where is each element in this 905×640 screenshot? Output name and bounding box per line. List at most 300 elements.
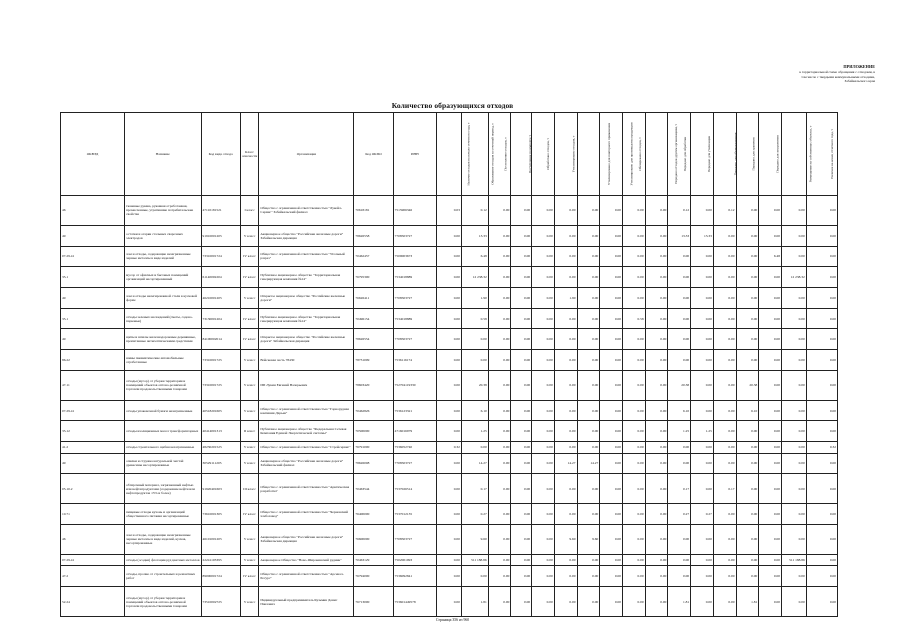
table-cell-value: 0.00 xyxy=(806,267,837,288)
column-header xyxy=(736,113,759,196)
table-cell-value: 0.00 xyxy=(781,587,806,617)
table-cell-value: 0.00 xyxy=(461,329,488,350)
table-cell-inn: 7515906346 xyxy=(393,196,436,226)
table-cell-value: 0.00 xyxy=(713,267,736,288)
table-cell-value: 0.00 xyxy=(437,504,462,525)
table-cell-value: 0.00 xyxy=(645,587,668,617)
table-cell-value: 0.00 xyxy=(461,566,488,587)
table-cell-value: 0.00 xyxy=(600,400,623,421)
table-cell-value: 0.00 xyxy=(806,288,837,309)
table-cell-value: 0.00 xyxy=(622,524,645,554)
table-cell-okpo: 76600000 xyxy=(354,524,393,554)
table-cell-inn: 752704119330 xyxy=(393,370,436,400)
table-cell-okved: 49 xyxy=(61,329,125,350)
table-cell-code: 73310001725 xyxy=(201,370,240,400)
table-cell-org: ИП Лукин Евгений Валерьевич xyxy=(259,370,354,400)
table-cell-org: Акционерное общество "Российские железные дороги" Забайкальская дирекция xyxy=(259,524,354,554)
table-cell-hazard: IV класс xyxy=(240,246,259,267)
table-cell-value: 0.00 xyxy=(488,308,511,329)
table-cell-value: 0.00 xyxy=(577,225,600,246)
table-cell-value: 0.32 xyxy=(437,442,462,454)
table-cell-value: 0.00 xyxy=(781,288,806,309)
table-row xyxy=(61,267,838,288)
table-cell-value: 0.00 xyxy=(511,587,532,617)
table-cell-value: 0.00 xyxy=(759,329,782,350)
table-cell-value: 0.00 xyxy=(511,267,532,288)
table-cell-code: 30529111205 xyxy=(201,453,240,474)
appendix-line: к территориальной схеме обращения с отходами, в xyxy=(799,69,875,74)
table-cell-name: отходы (мусор) от уборки территории и помещений объектов оптово-розничной торговли продовольственными товарами xyxy=(125,370,201,400)
table-cell-value: 0.00 xyxy=(736,308,759,329)
table-cell-hazard: IV класс xyxy=(240,308,259,329)
table-cell-name: лом и отходы нелегированной стали в кусковой форме xyxy=(125,288,201,309)
column-header xyxy=(713,113,736,196)
table-cell-name: отходы (осадки) флотации руд цветных металлов xyxy=(125,554,201,566)
table-cell-value: 0.00 xyxy=(488,524,511,554)
table-cell-okved: 41.2 xyxy=(61,442,125,454)
table-cell-value: 0.00 xyxy=(554,329,577,350)
table-cell-value: 0.00 xyxy=(781,566,806,587)
table-cell-value: 1.25 xyxy=(691,421,714,442)
table-cell-inn: 7536123321 xyxy=(393,400,436,421)
table-cell-value: 0.00 xyxy=(781,400,806,421)
table-cell-value: 0.00 xyxy=(577,504,600,525)
table-cell-value: 6.48 xyxy=(461,246,488,267)
table-cell-code: 73310001724 xyxy=(201,246,240,267)
table-cell-value: 0.00 xyxy=(781,442,806,454)
column-header: Класс опасности xyxy=(240,113,259,196)
table-cell-value: 0.00 xyxy=(806,453,837,474)
table-cell-code: 61140002204 xyxy=(201,267,240,288)
column-header-label: Передано отходов другим организациям, т xyxy=(673,124,678,184)
table-cell-value: 0.00 xyxy=(736,566,759,587)
table-cell-okved: 86.22 xyxy=(61,350,125,371)
table-cell-value: 0.00 xyxy=(437,400,462,421)
table-cell-inn: 7536052740 xyxy=(393,442,436,454)
table-cell-org: Публичное акционерное общество "Территориальная генерирующая компания №14" xyxy=(259,267,354,288)
table-cell-value: 511 188.86 xyxy=(781,554,806,566)
column-header-label: Утилизировано для повторного применения xyxy=(606,123,611,185)
table-cell-code: 22241103395 xyxy=(201,554,240,566)
table-cell-value: 0.00 xyxy=(622,246,645,267)
table-cell-value: 0.00 xyxy=(577,554,600,566)
table-cell-value: 0.00 xyxy=(691,246,714,267)
table-cell-value: 0.00 xyxy=(781,453,806,474)
table-cell-value: 0.00 xyxy=(759,308,782,329)
table-cell-value: 0.00 xyxy=(511,442,532,454)
table-cell-value: 0.00 xyxy=(554,442,577,454)
table-cell-value: 14.27 xyxy=(554,453,577,474)
table-cell-value: 0.00 xyxy=(781,350,806,371)
table-body xyxy=(61,196,838,617)
table-cell-okved: 52.24 xyxy=(61,587,125,617)
table-cell-value: 0.00 xyxy=(532,474,555,504)
table-cell-value: 0.00 xyxy=(736,504,759,525)
table-cell-value: 0.00 xyxy=(622,566,645,587)
table-cell-code: 73310001725 xyxy=(201,350,240,371)
table-cell-value: 0.00 xyxy=(577,267,600,288)
table-cell-value: 0.00 xyxy=(511,504,532,525)
table-cell-value: 0.00 xyxy=(668,350,691,371)
table-cell-inn: 7537026514 xyxy=(393,474,436,504)
table-cell-value: 0.00 xyxy=(577,246,600,267)
table-cell-value: 0.00 xyxy=(781,524,806,554)
table-cell-value: 0.00 xyxy=(691,474,714,504)
table-cell-value: 0.00 xyxy=(532,350,555,371)
table-row xyxy=(61,350,838,371)
table-cell-value: 0.00 xyxy=(600,524,623,554)
table-cell-okpo: 76713000 xyxy=(354,587,393,617)
table-cell-value: 0.00 xyxy=(554,370,577,400)
table-cell-value: 9.60 xyxy=(577,524,600,554)
table-cell-code: 40518201605 xyxy=(201,400,240,421)
table-cell-value: 0.00 xyxy=(532,587,555,617)
table-row xyxy=(61,566,838,587)
table-cell-org: Открытое акционерное общество "Российские железные дороги" xyxy=(259,288,354,309)
table-cell-hazard: V класс xyxy=(240,225,259,246)
table-row xyxy=(61,442,838,454)
table-cell-value: 0.00 xyxy=(437,524,462,554)
table-cell-org: Общество с ограниченной ответственностью "Лукойл-Сервис" Забайкальский филиал xyxy=(259,196,354,226)
table-cell-value: 0.00 xyxy=(759,524,782,554)
table-cell-hazard: V класс xyxy=(240,288,259,309)
column-header-label: Обработано отходов, т xyxy=(545,138,550,170)
table-cell-value: 14.27 xyxy=(577,453,600,474)
table-cell-value: 0.00 xyxy=(577,442,600,454)
table-cell-org: Общество с ограниченной ответственностью "Горнорудная компания Дарьев" xyxy=(259,400,354,421)
table-cell-value: 0.00 xyxy=(736,288,759,309)
table-cell-okved: 46 xyxy=(61,524,125,554)
table-cell-value: 0.00 xyxy=(511,288,532,309)
table-cell-value: 0.03 xyxy=(437,196,462,226)
table-cell-value: 0.00 xyxy=(713,453,736,474)
table-cell-value: 0.00 xyxy=(713,225,736,246)
column-header xyxy=(437,113,471,196)
table-cell-hazard: V класс xyxy=(240,442,259,454)
table-cell-value: 0.00 xyxy=(532,421,555,442)
table-cell-value: 0.00 xyxy=(691,442,714,454)
table-cell-value: 0.58 xyxy=(622,308,645,329)
table-cell-value: 0.00 xyxy=(622,225,645,246)
table-cell-value: 0.00 xyxy=(488,370,511,400)
table-cell-value: 12 238.32 xyxy=(461,267,488,288)
table-cell-value: 0.00 xyxy=(736,329,759,350)
table-cell-value: 0.00 xyxy=(806,587,837,617)
column-header-label: Размещение на собственных объектах, т xyxy=(808,125,813,183)
table-cell-value: 0.00 xyxy=(736,246,759,267)
table-cell-value: 0.00 xyxy=(511,225,532,246)
table-cell-value: 0.00 xyxy=(759,421,782,442)
table-cell-value: 0.00 xyxy=(532,225,555,246)
table-cell-okved: 46 xyxy=(61,196,125,226)
table-cell-value: 0.00 xyxy=(691,566,714,587)
table-cell-value: 0.00 xyxy=(437,329,462,350)
table-cell-value: 0.00 xyxy=(511,308,532,329)
table-cell-name: опилки и стружка натуральной чистой древесины несортированные xyxy=(125,453,201,474)
table-cell-inn: 7708503727 xyxy=(393,524,436,554)
table-cell-name: отходы, прочие от строительных и ремонтных работ xyxy=(125,566,201,587)
table-row xyxy=(61,400,838,421)
table-cell-value: 0.00 xyxy=(713,329,736,350)
table-cell-value: 0.00 xyxy=(554,566,577,587)
table-cell-value: 0.00 xyxy=(488,554,511,566)
table-cell-value: 0.12 xyxy=(668,196,691,226)
table-cell-value: 0.00 xyxy=(759,267,782,288)
table-cell-okpo: 70463129 xyxy=(354,554,393,566)
table-cell-value: 0.00 xyxy=(622,453,645,474)
table-cell-value: 0.00 xyxy=(781,246,806,267)
table-cell-value: 0.00 xyxy=(645,421,668,442)
table-cell-name: щиты и шпалы железнодорожные деревянные, пропитанные антисептическими средствами xyxy=(125,329,201,350)
table-cell-value: 0.00 xyxy=(461,442,488,454)
table-cell-value: 0.00 xyxy=(759,587,782,617)
table-cell-okpo: 76795300 xyxy=(354,267,393,288)
table-cell-value: 0.00 xyxy=(668,442,691,454)
table-cell-value: 0.27 xyxy=(668,504,691,525)
table-cell-org: Общество с ограниченной ответственностью "Арктическая разработка" xyxy=(259,474,354,504)
table-cell-hazard: II класс xyxy=(240,421,259,442)
column-header-label: Утилизировано отходов, т xyxy=(571,135,576,173)
column-header xyxy=(645,113,678,196)
table-cell-okpo: 70618181 xyxy=(354,196,393,226)
table-cell-value: 0.00 xyxy=(691,288,714,309)
table-cell-value: 0.00 xyxy=(622,267,645,288)
table-cell-value: 0.00 xyxy=(736,421,759,442)
table-cell-hazard: V класс xyxy=(240,587,259,617)
table-cell-value: 0.00 xyxy=(532,329,555,350)
table-cell-value: 0.17 xyxy=(668,474,691,504)
table-cell-okved: 47.11 xyxy=(61,370,125,400)
table-cell-value: 0.00 xyxy=(577,329,600,350)
table-cell-value: 0.00 xyxy=(691,350,714,371)
table-header-row xyxy=(61,113,838,196)
table-cell-value: 0.00 xyxy=(600,370,623,400)
column-header: Код вида отхода xyxy=(201,113,240,196)
table-cell-value: 0.00 xyxy=(713,370,736,400)
table-cell-value: 0.00 xyxy=(736,442,759,454)
table-cell-value: 0.00 xyxy=(600,554,623,566)
table-cell-okpo: 70462826 xyxy=(354,400,393,421)
table-cell-value: 0.00 xyxy=(554,474,577,504)
table-cell-value: 0.00 xyxy=(600,246,623,267)
table-cell-value: 0.00 xyxy=(759,400,782,421)
table-cell-value: 1.25 xyxy=(461,421,488,442)
table-cell-value: 0.00 xyxy=(759,288,782,309)
table-cell-value: 6.10 xyxy=(668,400,691,421)
table-cell-value: 0.00 xyxy=(713,400,736,421)
table-cell-value: 0.58 xyxy=(461,308,488,329)
table-cell-value: 0.00 xyxy=(437,453,462,474)
table-cell-value: 0.00 xyxy=(532,566,555,587)
table-cell-value: 0.00 xyxy=(645,246,668,267)
table-cell-value: 0.00 xyxy=(532,554,555,566)
table-cell-okpo: 78626008 xyxy=(354,453,393,474)
table-cell-inn: 753601449578 xyxy=(393,587,436,617)
appendix-line: Забайкальского края xyxy=(844,79,875,84)
table-cell-value: 0.17 xyxy=(461,474,488,504)
table-cell-org: Публичное акционерное общество "Федеральная Сетевая Компания Единой Энергетической системы" xyxy=(259,421,354,442)
table-cell-value: 0.00 xyxy=(554,246,577,267)
table-cell-value: 0.00 xyxy=(781,308,806,329)
table-cell-value: 0.00 xyxy=(554,267,577,288)
table-cell-value: 0.17 xyxy=(713,474,736,504)
table-cell-value: 0.00 xyxy=(532,196,555,226)
table-cell-value: 0.00 xyxy=(511,453,532,474)
column-header xyxy=(622,113,645,196)
table-cell-value: 0.00 xyxy=(532,504,555,525)
table-cell-value: 0.00 xyxy=(622,400,645,421)
table-cell-value: 0.00 xyxy=(759,474,782,504)
table-cell-value: 0.00 xyxy=(488,474,511,504)
table-cell-value: 0.00 xyxy=(759,504,782,525)
table-cell-value: 0.00 xyxy=(759,225,782,246)
table-cell-okpo: 70500000 xyxy=(354,421,393,442)
table-cell-value: 1.81 xyxy=(736,587,759,617)
table-cell-value: 0.00 xyxy=(622,504,645,525)
table-cell-org: Акционерное общество "Российские железные дороги" Забайкальский филиал xyxy=(259,453,354,474)
table-cell-value: 14.27 xyxy=(461,453,488,474)
table-cell-value: 0.00 xyxy=(645,196,668,226)
table-cell-value: 6.10 xyxy=(461,400,488,421)
table-cell-okved: 35.12 xyxy=(61,421,125,442)
table-cell-value: 0.00 xyxy=(806,329,837,350)
table-cell-value: 0.00 xyxy=(600,453,623,474)
document-title: Количество образующихся отходов xyxy=(391,101,514,110)
table-cell-value: 0.00 xyxy=(668,453,691,474)
table-cell-hazard: I класс xyxy=(240,196,259,226)
table-cell-value: 0.00 xyxy=(622,350,645,371)
column-header-label: Передано для хранения xyxy=(751,137,756,171)
table-cell-value: 0.00 xyxy=(691,329,714,350)
table-cell-value: 0.12 xyxy=(713,196,736,226)
table-cell-value: 0.00 xyxy=(806,474,837,504)
column-header xyxy=(600,113,634,196)
table-cell-inn: 7708503727 xyxy=(393,453,436,474)
column-header-label: Поступление по импорту, т xyxy=(528,134,533,174)
table-cell-value: 0.00 xyxy=(645,554,668,566)
table-cell-hazard: IV класс xyxy=(240,504,259,525)
table-cell-value: 0.00 xyxy=(577,196,600,226)
column-header-label: Передано для обезвреживания xyxy=(733,132,738,176)
table-cell-value: 0.00 xyxy=(668,246,691,267)
column-header xyxy=(759,113,782,196)
table-cell-code: 48230201525 xyxy=(201,442,240,454)
table-cell-value: 0.00 xyxy=(577,587,600,617)
table-cell-okpo: 76626411 xyxy=(354,288,393,309)
table-cell-code: 91920401603 xyxy=(201,474,240,504)
table-cell-value: 0.00 xyxy=(645,524,668,554)
table-cell-value: 0.00 xyxy=(736,453,759,474)
column-header-label: Передано для захоронения xyxy=(775,135,780,173)
table-cell-value: 0.00 xyxy=(759,350,782,371)
table-cell-value: 0.00 xyxy=(532,246,555,267)
table-cell-value: 0.00 xyxy=(691,587,714,617)
table-cell-value: 0.00 xyxy=(691,267,714,288)
table-cell-value: 0.00 xyxy=(600,267,623,288)
table-cell-value: 0.00 xyxy=(577,421,600,442)
column-header xyxy=(532,113,555,196)
table-cell-value: 0.00 xyxy=(488,566,511,587)
table-cell-value: 0.00 xyxy=(600,421,623,442)
table-cell-value: 9.60 xyxy=(461,524,488,554)
table-cell-hazard: IV класс xyxy=(240,566,259,587)
table-cell-value: 0.00 xyxy=(759,442,782,454)
table-cell-value: 0.00 xyxy=(645,453,668,474)
table-cell-value: 6.48 xyxy=(759,246,782,267)
table-cell-value: 0.00 xyxy=(668,308,691,329)
table-cell-value: 0.00 xyxy=(554,196,577,226)
table-cell-value: 0.00 xyxy=(511,370,532,400)
table-cell-name: отходы изоляционных масел трансформаторных xyxy=(125,421,201,442)
table-cell-value: 13.33 xyxy=(691,225,714,246)
table-cell-hazard: V класс xyxy=(240,554,259,566)
table-cell-name: лом и отходы, содержащие незагрязненные черные металлы в виде изделий, кусков, несортированные xyxy=(125,524,201,554)
table-cell-inn: 7708503727 xyxy=(393,329,436,350)
table-cell-okpo: 70496154 xyxy=(354,308,393,329)
column-header-label: Образование отходов за отчетный период, т xyxy=(490,123,495,185)
table-cell-value: 0.00 xyxy=(759,566,782,587)
table-cell-inn: 7502001993 xyxy=(393,554,436,566)
table-cell-value: 0.00 xyxy=(600,288,623,309)
column-header xyxy=(511,113,532,196)
table-cell-value: 0.00 xyxy=(691,524,714,554)
table-cell-value: 0.00 xyxy=(554,225,577,246)
table-cell-value: 0.00 xyxy=(622,554,645,566)
table-row xyxy=(61,196,838,226)
table-cell-code: 46101001205 xyxy=(201,524,240,554)
table-cell-okpo: 78626558 xyxy=(354,225,393,246)
table-cell-value: 1.25 xyxy=(668,421,691,442)
table-cell-value: 0.00 xyxy=(691,554,714,566)
table-cell-org: Акционерное общество "Российские железные дороги" Забайкальская дирекция xyxy=(259,225,354,246)
table-cell-okved: 49 xyxy=(61,453,125,474)
column-header xyxy=(461,113,495,196)
table-cell-value: 0.00 xyxy=(622,196,645,226)
table-cell-hazard: V класс xyxy=(240,350,259,371)
table-cell-value: 0.00 xyxy=(645,267,668,288)
table-cell-value: 0.00 xyxy=(600,329,623,350)
table-cell-value: 0.00 xyxy=(554,350,577,371)
table-cell-okpo: 78603420 xyxy=(354,370,393,400)
table-cell-name: отходы упаковочной бумаги незагрязненные xyxy=(125,400,201,421)
table-cell-value: 0.00 xyxy=(691,370,714,400)
table-row xyxy=(61,474,838,504)
table-cell-value: 0.00 xyxy=(554,308,577,329)
column-header-label: Наличие на конец отчетного года, т xyxy=(829,129,834,179)
table-cell-name: тканевые рукава, рукавная отработанная, промасленные, утратившие потребительские свойства xyxy=(125,196,201,226)
table-cell-value: 0.00 xyxy=(488,442,511,454)
table-cell-org: Общество с ограниченной ответственностью "Угольный разрез" xyxy=(259,246,354,267)
table-cell-value: 0.00 xyxy=(691,308,714,329)
table-cell-value: 0.00 xyxy=(759,453,782,474)
column-header-label: Наличие отходов на начало отчетного года, т xyxy=(466,122,471,186)
table-cell-code: 73610001305 xyxy=(201,504,240,525)
table-cell-value: 0.00 xyxy=(713,587,736,617)
table-cell-value: 0.00 xyxy=(781,329,806,350)
table-cell-inn: 7708503727 xyxy=(393,288,436,309)
table-cell-value: 0.00 xyxy=(806,225,837,246)
table-row xyxy=(61,225,838,246)
table-cell-okved: 35.1 xyxy=(61,308,125,329)
table-cell-hazard: III класс xyxy=(240,474,259,504)
table-cell-name: отходы строительного щебня незагрязненные xyxy=(125,442,201,454)
column-header-label: Поступление отходов, т xyxy=(503,137,508,171)
table-cell-value: 0.00 xyxy=(600,587,623,617)
table-cell-okved: 35.1 xyxy=(61,267,125,288)
table-cell-value: 0.00 xyxy=(532,453,555,474)
table-cell-okved: 47.2 xyxy=(61,566,125,587)
table-cell-value: 0.00 xyxy=(554,504,577,525)
